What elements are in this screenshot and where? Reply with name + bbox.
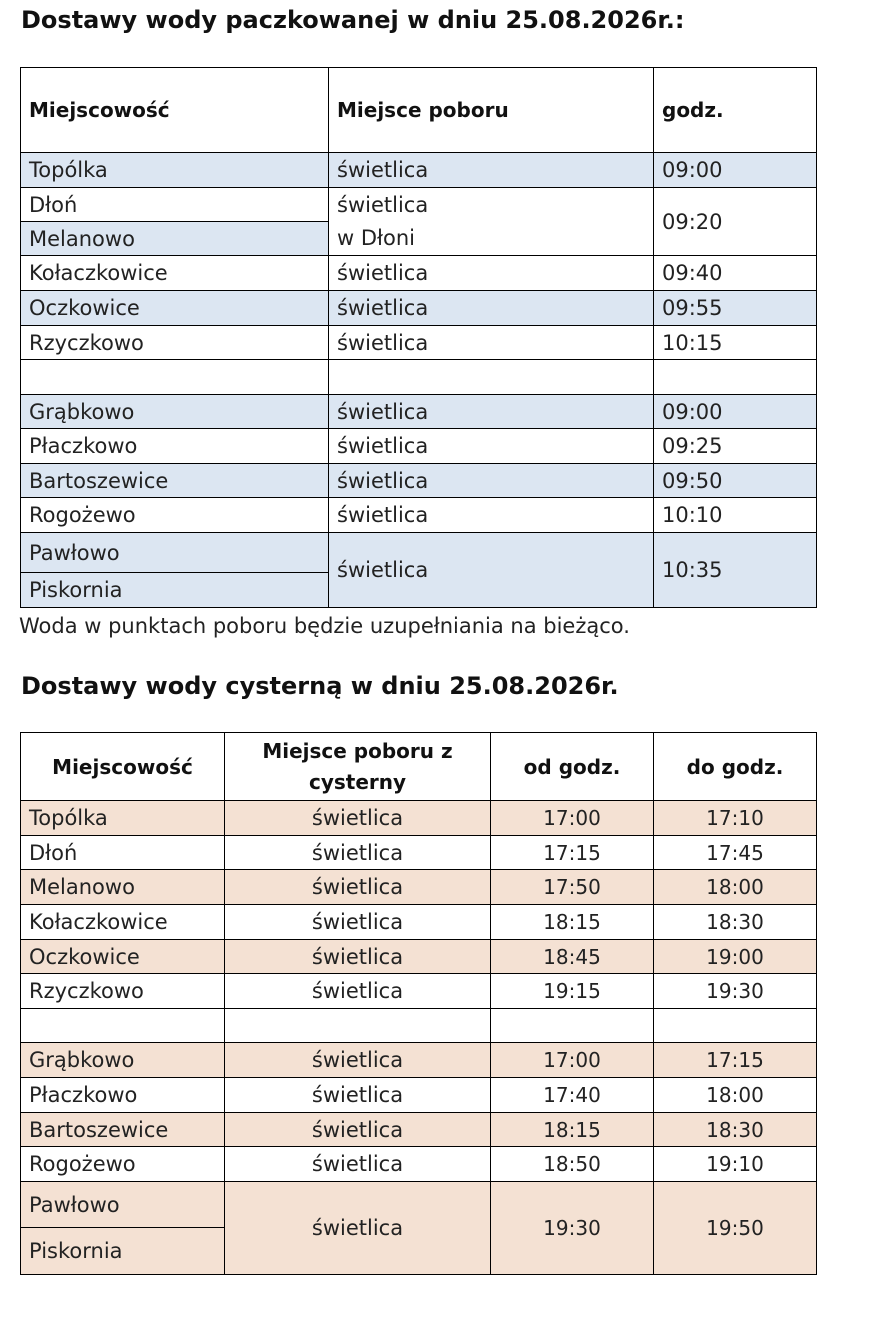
cell-location: Rogożewo [21, 498, 329, 533]
cell-to: 19:50 [654, 1182, 817, 1275]
header-time: godz. [654, 68, 817, 153]
table-row [21, 153, 817, 188]
cell-place: świetlica [225, 1043, 491, 1078]
cell-location: Melanowo [21, 222, 329, 256]
cell-from: 17:15 [491, 836, 654, 870]
header-collection-point: Miejsce poboru z cysterny [225, 733, 491, 801]
table-header-row [21, 68, 817, 153]
cell-time: 09:20 [654, 188, 817, 256]
cell-location: Rzyczkowo [21, 974, 225, 1009]
empty-cell [21, 360, 329, 395]
cell-location: Dłoń [21, 836, 225, 870]
place-line: w Dłoni [337, 225, 415, 250]
empty-row [21, 360, 817, 395]
cell-to: 19:30 [654, 974, 817, 1009]
cell-from: 17:00 [491, 801, 654, 836]
cell-location: Płaczkowo [21, 1078, 225, 1113]
table-row [21, 1078, 817, 1113]
cell-location: Rogożewo [21, 1147, 225, 1182]
cell-place: świetlica [225, 1113, 491, 1147]
header-from-time: od godz. [491, 733, 654, 801]
cell-time: 09:40 [654, 256, 817, 291]
cell-from: 17:50 [491, 870, 654, 905]
cell-from: 18:45 [491, 940, 654, 974]
table-row [21, 533, 817, 573]
cell-place: świetlica [329, 429, 654, 464]
cell-location: Bartoszewice [21, 1113, 225, 1147]
table-row [21, 256, 817, 291]
cell-to: 19:10 [654, 1147, 817, 1182]
cell-place: świetlica [225, 836, 491, 870]
cell-place: świetlica [225, 801, 491, 836]
cell-from: 19:15 [491, 974, 654, 1009]
table-row [21, 498, 817, 533]
table-row [21, 1113, 817, 1147]
cell-time: 09:00 [654, 153, 817, 188]
cell-from: 17:40 [491, 1078, 654, 1113]
cell-place: świetlica [225, 870, 491, 905]
cell-to: 18:30 [654, 905, 817, 940]
cell-location: Topólka [21, 153, 329, 188]
cell-to: 18:00 [654, 870, 817, 905]
cell-to: 18:30 [654, 1113, 817, 1147]
table-row [21, 188, 817, 222]
empty-cell [225, 1009, 491, 1043]
section2-title: Dostawy wody cysterną w dniu 25.08.2026r. [21, 672, 619, 700]
cell-place: świetlica [225, 905, 491, 940]
cell-location: Grąbkowo [21, 1043, 225, 1078]
cell-place: świetlica [225, 1182, 491, 1275]
cell-location: Kołaczkowice [21, 905, 225, 940]
table-row [21, 836, 817, 870]
cell-place: świetlica [329, 533, 654, 608]
cell-from: 17:00 [491, 1043, 654, 1078]
cell-location: Kołaczkowice [21, 256, 329, 291]
cell-location: Oczkowice [21, 291, 329, 326]
table-row [21, 1182, 817, 1228]
cell-location: Dłoń [21, 188, 329, 222]
empty-row [21, 1009, 817, 1043]
cell-from: 18:15 [491, 905, 654, 940]
cell-to: 17:10 [654, 801, 817, 836]
cell-place: świetlica [329, 153, 654, 188]
empty-cell [329, 360, 654, 395]
table-row [21, 395, 817, 429]
table-row [21, 1043, 817, 1078]
packaged-water-table [20, 67, 817, 608]
cell-location: Piskornia [21, 1228, 225, 1275]
cell-to: 18:00 [654, 1078, 817, 1113]
table-row [21, 464, 817, 498]
table-row [21, 291, 817, 326]
empty-cell [21, 1009, 225, 1043]
cell-location: Grąbkowo [21, 395, 329, 429]
header-location: Miejscowość [21, 733, 225, 801]
table-row [21, 940, 817, 974]
cell-time: 10:10 [654, 498, 817, 533]
cell-time: 10:15 [654, 326, 817, 360]
table-row [21, 801, 817, 836]
cell-location: Piskornia [21, 573, 329, 608]
cell-time: 09:00 [654, 395, 817, 429]
cell-place: świetlica [329, 326, 654, 360]
cell-location: Bartoszewice [21, 464, 329, 498]
cell-place [329, 188, 654, 256]
header-collection-point: Miejsce poboru [329, 68, 654, 153]
cell-time: 09:50 [654, 464, 817, 498]
empty-cell [654, 360, 817, 395]
cell-place: świetlica [329, 291, 654, 326]
section1-title: Dostawy wody paczkowanej w dniu 25.08.2026r.: [21, 6, 685, 34]
table-row [21, 429, 817, 464]
cell-location: Rzyczkowo [21, 326, 329, 360]
cell-to: 19:00 [654, 940, 817, 974]
cell-location: Topólka [21, 801, 225, 836]
header-to-time: do godz. [654, 733, 817, 801]
tanker-water-table [20, 732, 817, 1275]
cell-location: Oczkowice [21, 940, 225, 974]
cell-place: świetlica [225, 940, 491, 974]
cell-place: świetlica [329, 464, 654, 498]
cell-to: 17:15 [654, 1043, 817, 1078]
cell-place: świetlica [225, 1147, 491, 1182]
cell-place: świetlica [225, 1078, 491, 1113]
cell-place: świetlica [329, 498, 654, 533]
refill-note: Woda w punktach poboru będzie uzupełniania na bieżąco. [19, 614, 630, 638]
cell-to: 17:45 [654, 836, 817, 870]
cell-time: 09:25 [654, 429, 817, 464]
table-row [21, 905, 817, 940]
cell-from: 18:50 [491, 1147, 654, 1182]
cell-location: Melanowo [21, 870, 225, 905]
cell-place: świetlica [329, 395, 654, 429]
cell-place: świetlica [329, 256, 654, 291]
table-header-row [21, 733, 817, 801]
place-line: świetlica [337, 192, 429, 217]
cell-place: świetlica [225, 974, 491, 1009]
cell-time: 10:35 [654, 533, 817, 608]
cell-time: 09:55 [654, 291, 817, 326]
cell-location: Pawłowo [21, 1182, 225, 1228]
empty-cell [491, 1009, 654, 1043]
table-row [21, 974, 817, 1009]
cell-location: Płaczkowo [21, 429, 329, 464]
header-location: Miejscowość [21, 68, 329, 153]
empty-cell [654, 1009, 817, 1043]
table-row [21, 870, 817, 905]
cell-from: 19:30 [491, 1182, 654, 1275]
table-row [21, 326, 817, 360]
table-row [21, 1147, 817, 1182]
cell-from: 18:15 [491, 1113, 654, 1147]
cell-location: Pawłowo [21, 533, 329, 573]
